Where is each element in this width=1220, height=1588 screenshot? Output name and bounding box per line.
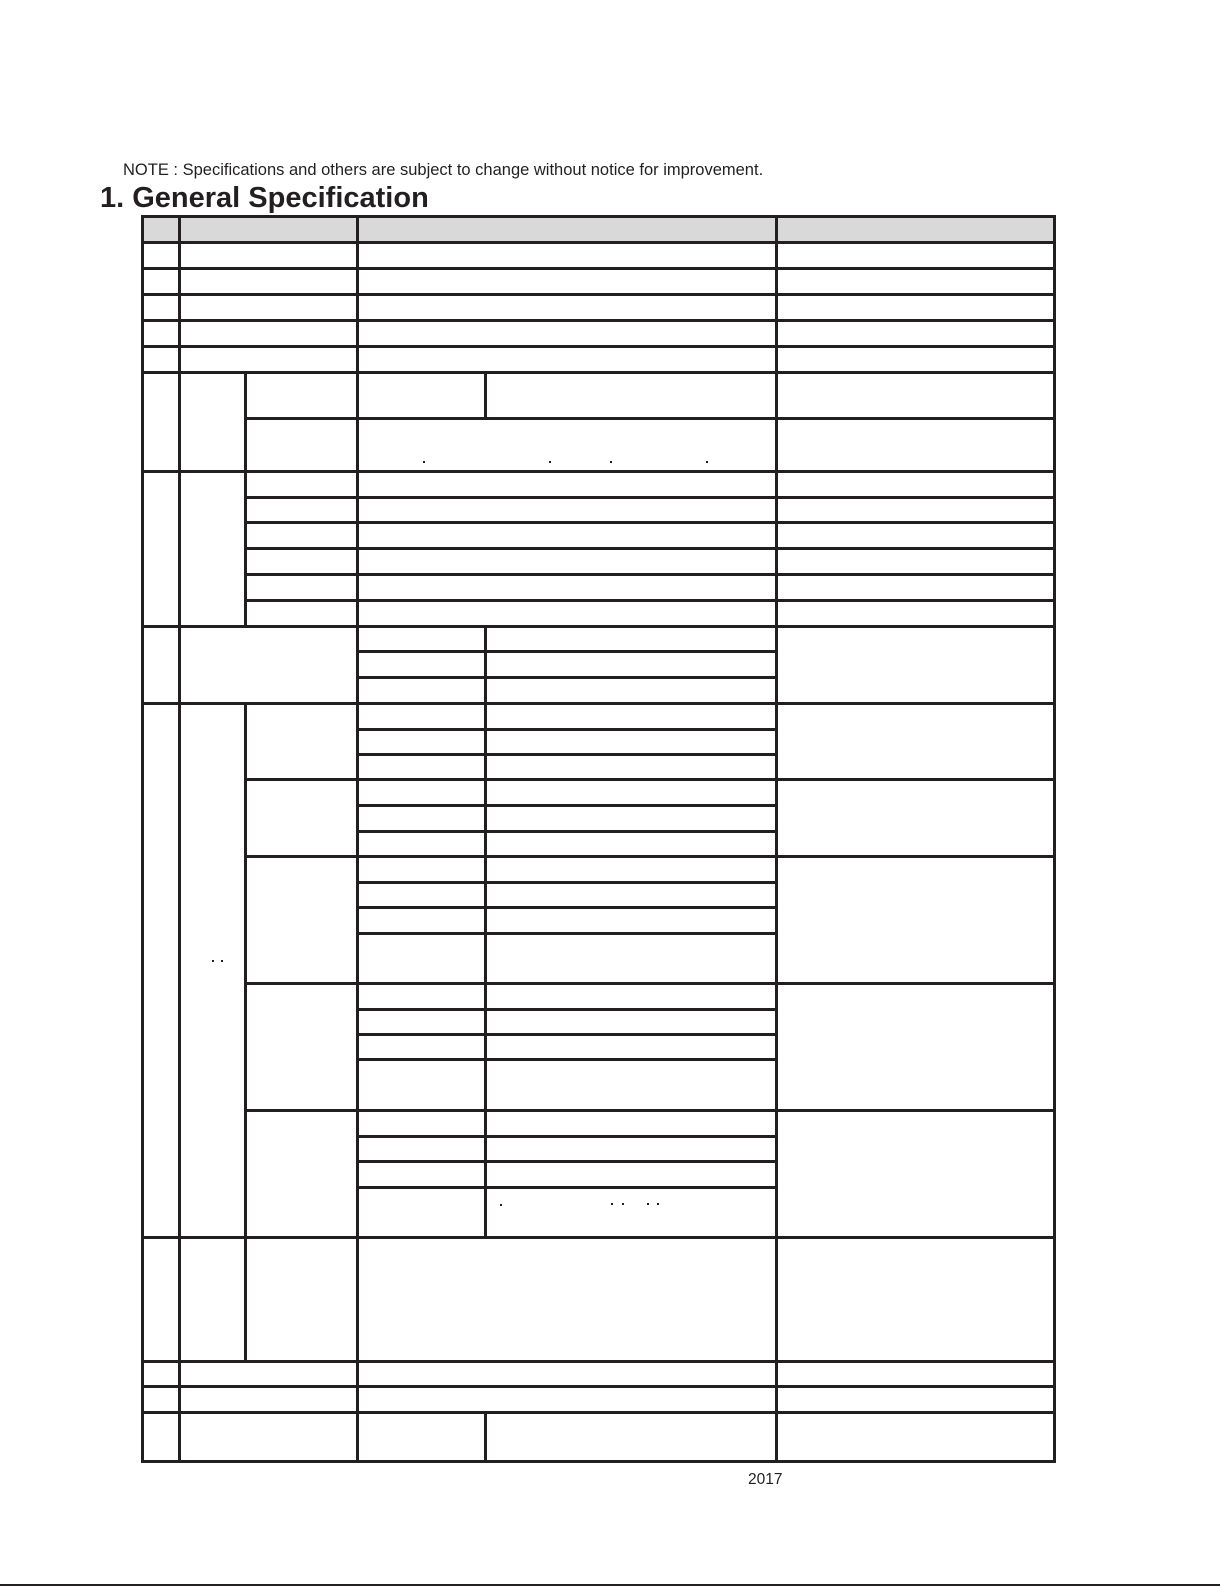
- table-rule-horizontal: [356, 1058, 778, 1061]
- scan-speck: [221, 960, 223, 962]
- table-header-row: [143, 218, 1054, 241]
- table-rule-vertical: [244, 371, 247, 473]
- table-border-bottom: [141, 1460, 1056, 1463]
- table-rule-horizontal: [356, 1186, 778, 1189]
- table-column-rule: [356, 215, 359, 628]
- table-rule-horizontal: [244, 573, 1056, 576]
- page-bottom-rule: [0, 1584, 1220, 1586]
- scan-speck: [706, 461, 708, 463]
- table-rule-horizontal: [244, 417, 1056, 420]
- table-rule-vertical: [484, 1411, 487, 1463]
- table-rule-vertical: [484, 371, 487, 420]
- table-row-separator: [141, 702, 1056, 705]
- table-rule-horizontal: [356, 906, 778, 909]
- footer-year: 2017: [748, 1471, 783, 1488]
- table-rule-horizontal: [356, 830, 778, 833]
- table-rule-vertical: [244, 1236, 247, 1363]
- table-rule-vertical: [484, 625, 487, 705]
- table-rule-horizontal: [356, 676, 778, 679]
- table-row-separator: [141, 371, 1056, 374]
- table-row-separator: [141, 625, 1056, 628]
- table-rule-horizontal: [244, 599, 1056, 602]
- table-rule-vertical: [244, 702, 247, 1239]
- table-rule-horizontal: [356, 881, 778, 884]
- scan-speck: [657, 1203, 659, 1205]
- table-rule-horizontal: [356, 804, 778, 807]
- table-rule-horizontal: [356, 650, 778, 653]
- table-rule-horizontal: [356, 753, 778, 756]
- scan-speck: [423, 461, 425, 463]
- table-row-separator: [141, 470, 1056, 473]
- table-column-rule: [356, 625, 359, 1463]
- spec-change-note: NOTE : Specifications and others are subject to change without notice for improvement.: [123, 161, 764, 179]
- table-column-rule: [775, 215, 778, 1463]
- table-rule-horizontal: [244, 521, 1056, 524]
- scan-speck: [212, 960, 214, 962]
- table-row-separator: [141, 1360, 1056, 1363]
- table-rule-horizontal: [244, 1109, 1056, 1112]
- table-rule-horizontal: [244, 982, 1056, 985]
- scan-speck: [500, 1204, 502, 1206]
- table-border-top: [141, 215, 1056, 218]
- table-row-separator: [141, 267, 1056, 270]
- section-title: 1. General Specification: [100, 182, 429, 214]
- scan-speck: [647, 1203, 649, 1205]
- scan-speck: [549, 461, 551, 463]
- table-column-rule: [178, 215, 181, 1463]
- scan-speck: [610, 461, 612, 463]
- scan-speck: [622, 1203, 624, 1205]
- table-border-right: [1053, 215, 1056, 1463]
- table-rule-horizontal: [356, 1033, 778, 1036]
- scan-speck: [611, 1203, 613, 1205]
- table-rule-horizontal: [356, 1008, 778, 1011]
- table-rule-vertical: [484, 702, 487, 1239]
- table-rule-horizontal: [356, 1160, 778, 1163]
- table-rule-horizontal: [356, 728, 778, 731]
- table-rule-horizontal: [244, 778, 1056, 781]
- table-row-separator: [141, 1411, 1056, 1414]
- table-rule-horizontal: [356, 1135, 778, 1138]
- table-rule-horizontal: [244, 547, 1056, 550]
- table-row-separator: [141, 241, 1056, 244]
- table-row-separator: [141, 293, 1056, 296]
- table-rule-horizontal: [244, 496, 1056, 499]
- table-row-separator: [141, 1236, 1056, 1239]
- table-border-left: [141, 215, 144, 1463]
- table-rule-horizontal: [356, 932, 778, 935]
- table-row-separator: [141, 319, 1056, 322]
- table-row-separator: [141, 1385, 1056, 1388]
- table-row-separator: [141, 345, 1056, 348]
- table-rule-horizontal: [244, 855, 1056, 858]
